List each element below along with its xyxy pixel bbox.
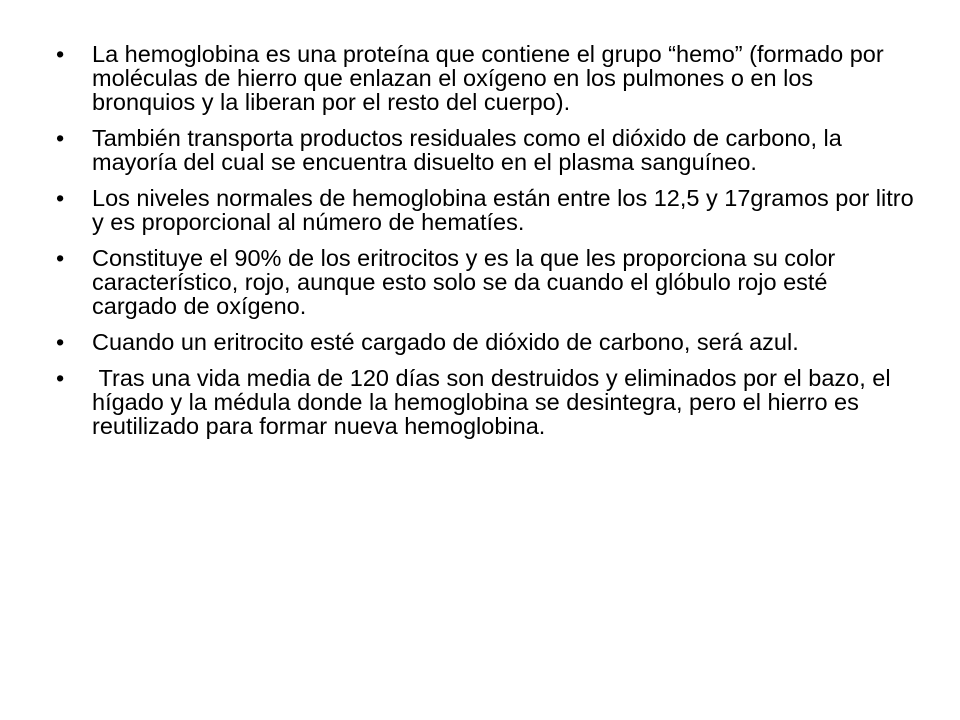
list-item [56, 330, 916, 354]
bullet-text: Los niveles normales de hemoglobina están entre los 12,5 y 17gramos por litro y es proporcional al número de hematíes. [92, 185, 921, 235]
list-item [56, 366, 916, 438]
bullet-text: También transporta productos residuales como el dióxido de carbono, la mayoría del cual se encuentra disuelto en el plasma sanguíneo. [92, 125, 849, 175]
list-item [56, 246, 916, 318]
bullet-text: Cuando un eritrocito esté cargado de dióxido de carbono, será azul. [92, 329, 799, 355]
list-item [56, 126, 916, 174]
bullet-icon: • [56, 245, 65, 271]
list-item [56, 185, 921, 235]
bullet-text: Tras una vida media de 120 días son destruidos y eliminados por el bazo, el hígado y la médula donde la hemoglobina se desintegra, pero el hierro es reutilizado para formar nueva hemoglobina. [92, 365, 898, 439]
bullet-text: La hemoglobina es una proteína que contiene el grupo “hemo” (formado por moléculas de hierro que enlazan el oxígeno en los pulmones o en los bronquios y la liberan por el resto del cuerpo). [92, 41, 891, 115]
bullet-list [56, 41, 921, 450]
bullet-icon: • [56, 329, 65, 355]
bullet-icon: • [56, 41, 65, 67]
bullet-icon: • [56, 365, 65, 391]
bullet-text: Constituye el 90% de los eritrocitos y es la que les proporciona su color característico, rojo, aunque esto solo se da cuando el glóbulo rojo esté cargado de oxígeno. [92, 245, 842, 319]
list-item [56, 42, 916, 114]
bullet-icon: • [56, 125, 65, 151]
bullet-icon: • [56, 185, 65, 211]
